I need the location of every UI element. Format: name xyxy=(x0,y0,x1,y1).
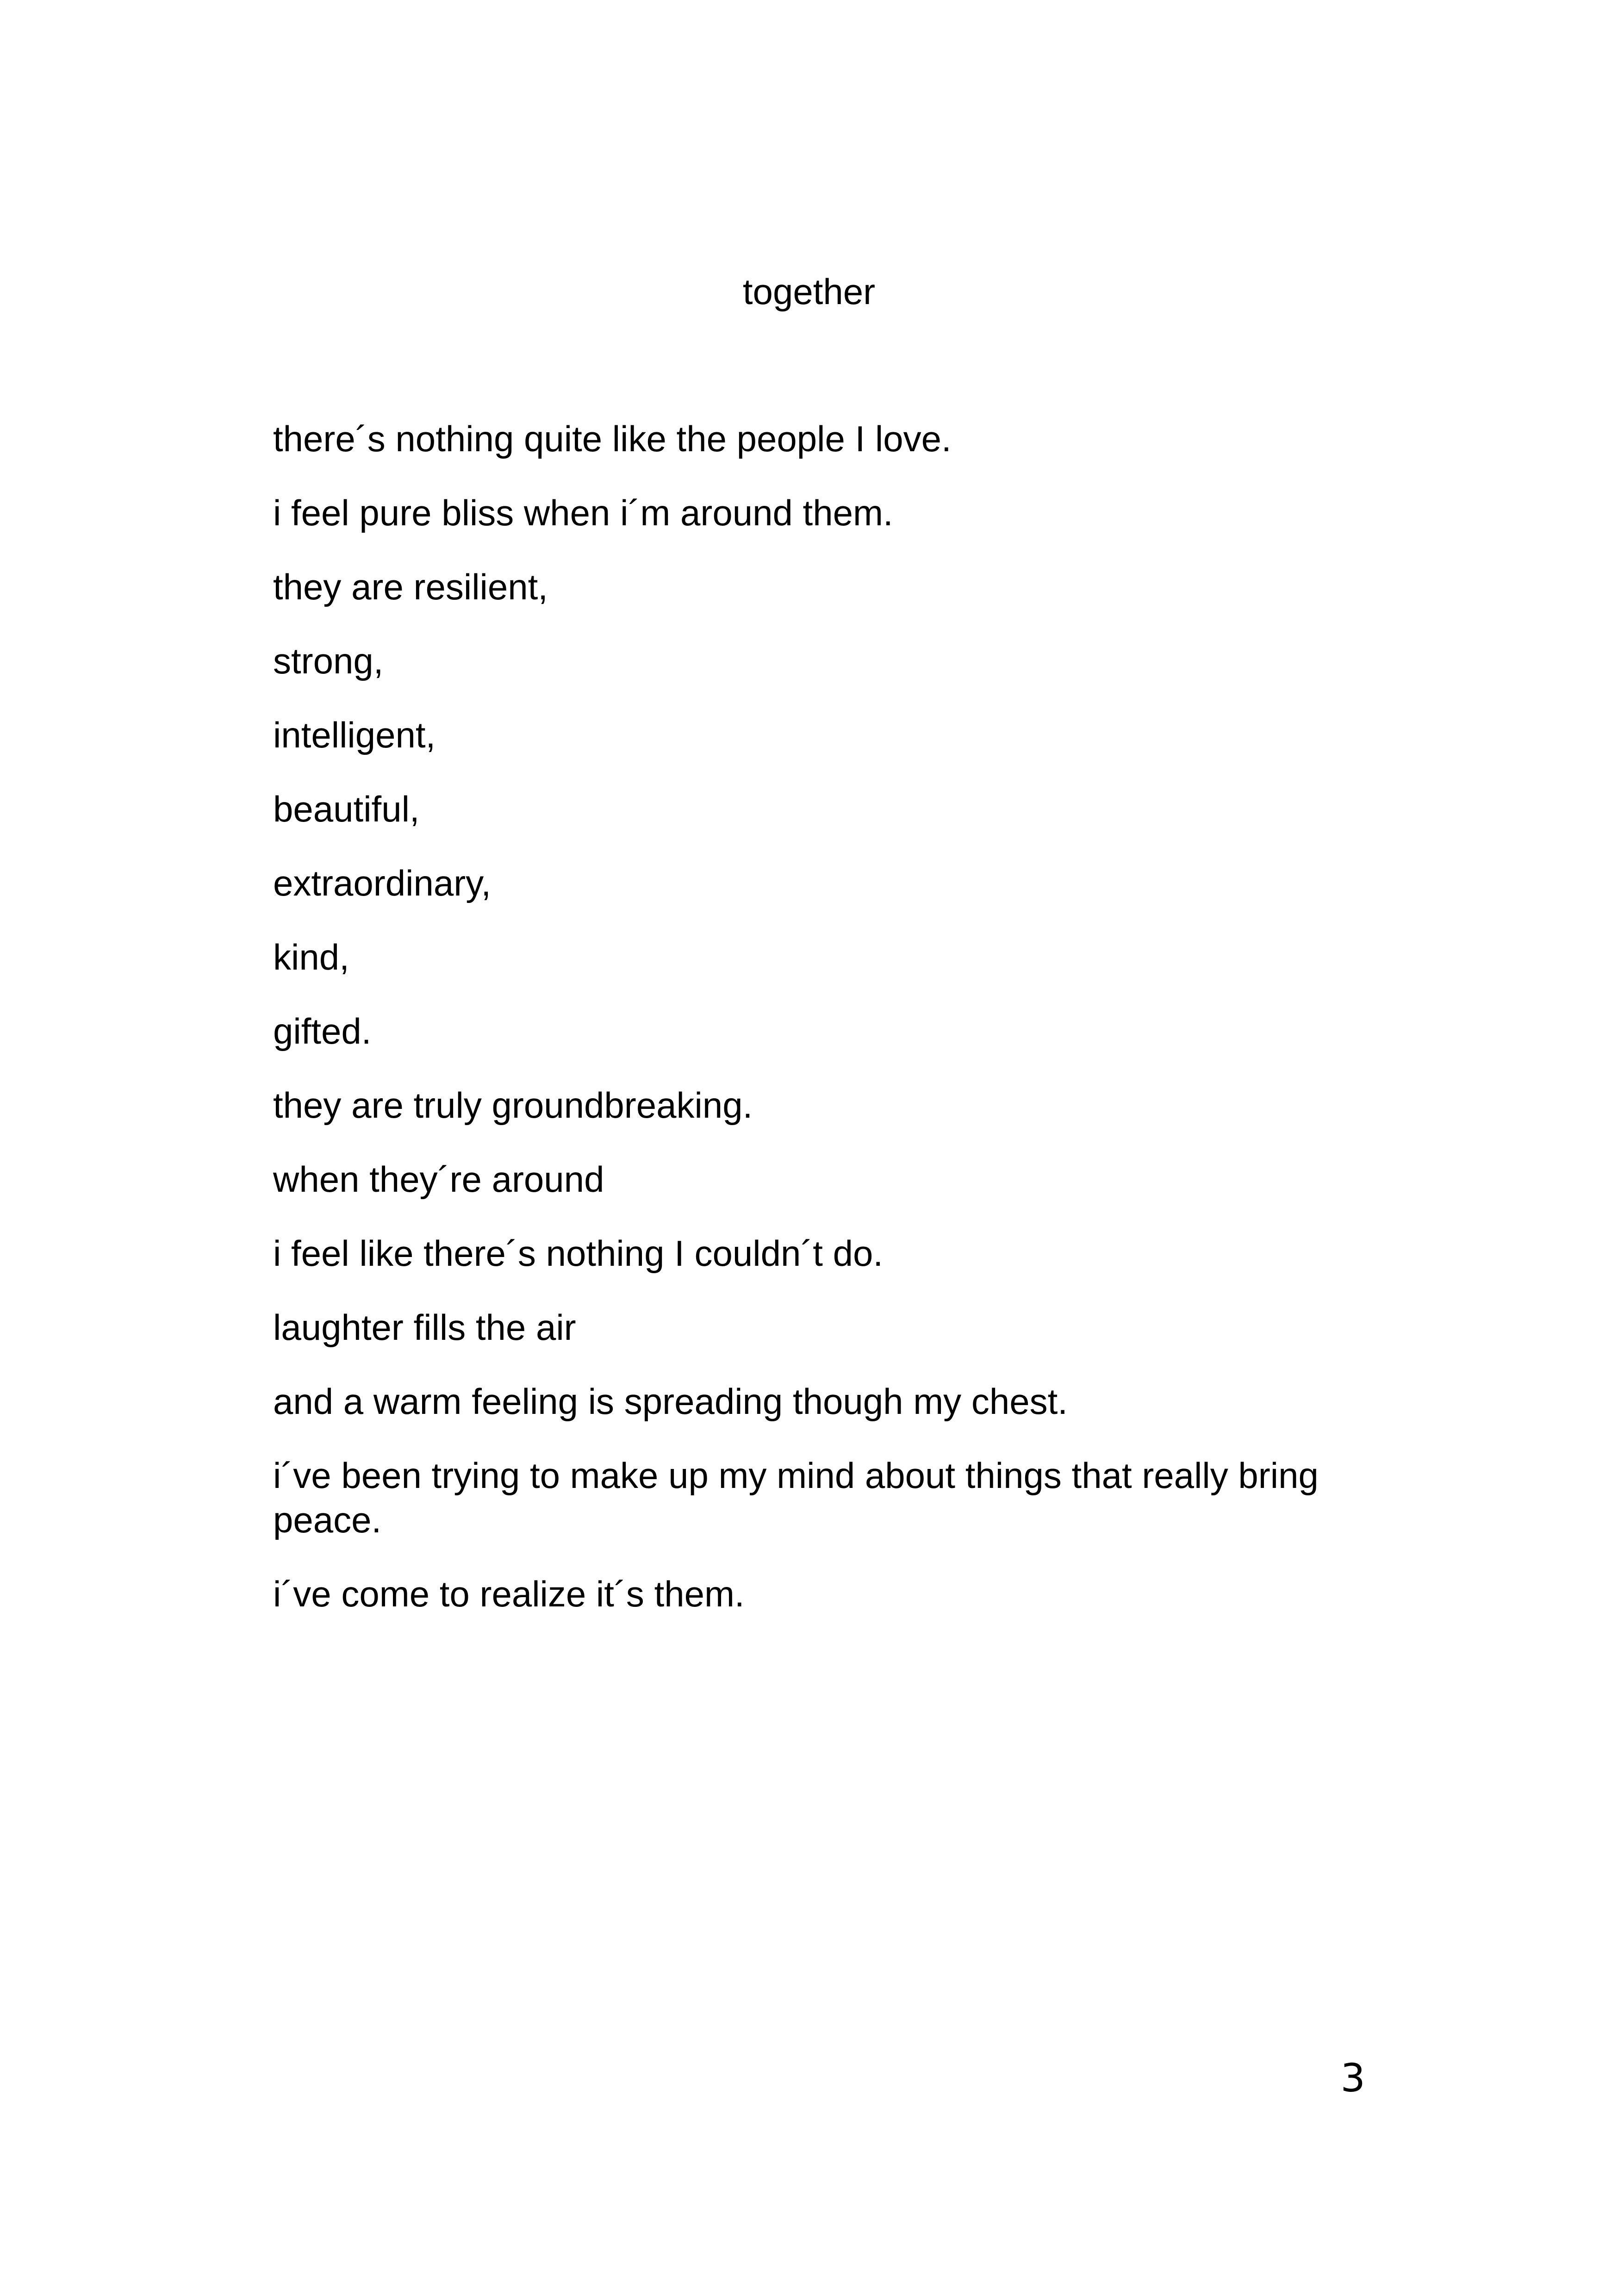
poem-line: and a warm feeling is spreading though my chest. xyxy=(273,1381,1068,1422)
poem-line: kind, xyxy=(273,937,349,977)
poem-line: strong, xyxy=(273,641,384,681)
poem-line: i feel like there´s nothing I couldn´t do. xyxy=(273,1233,884,1274)
poem-body xyxy=(273,417,1338,1646)
poem-line: they are truly groundbreaking. xyxy=(273,1085,753,1126)
poem-title: together xyxy=(742,271,876,312)
poem-line: extraordinary, xyxy=(273,863,492,903)
poem-line: intelligent, xyxy=(273,715,436,755)
poem-line: i feel pure bliss when i´m around them. xyxy=(273,492,893,533)
poem-line: i´ve been trying to make up my mind about things that really bring peace. xyxy=(273,1455,1319,1540)
poem-line: there´s nothing quite like the people I love. xyxy=(273,418,952,459)
poem-line: when they´re around xyxy=(273,1159,604,1200)
page-number: 3 xyxy=(1340,2055,1365,2101)
poem-line: beautiful, xyxy=(273,789,420,829)
poem-line: i´ve come to realize it´s them. xyxy=(273,1574,745,1614)
poem-line: they are resilient, xyxy=(273,566,548,607)
poem-line: laughter fills the air xyxy=(273,1307,576,1348)
poem-line: gifted. xyxy=(273,1011,372,1052)
